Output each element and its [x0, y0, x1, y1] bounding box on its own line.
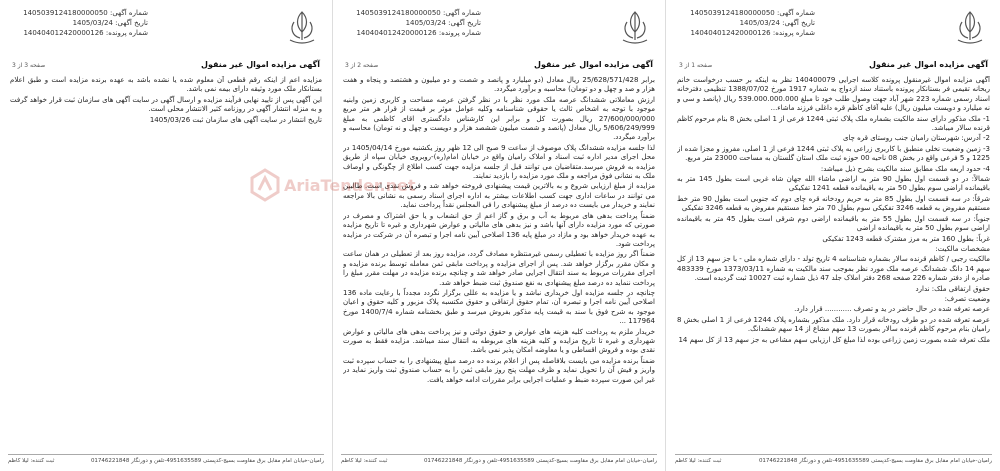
paragraph: چنانچه در جلسه مزایده اول خریداری نباشد و یا مزایده به عللی برگزار نگردد مجدداً با رعایت ماده 136 اصلاحی آیین نامه اجرا و تبصره آن، تمام حقوق ارتفاقی و حقوق مکتسبه پلاک مزبور و کلیه حقوق و اعیان موجود به شرح فوق با سند به قیمت پایه مذکور بفروش میرسد و طبق بخشنامه شماره 1400/7/4 مورخ 117964 ... [343, 288, 655, 326]
ad-date: تاریخ آگهی: 1405/03/24 [739, 19, 815, 27]
paragraph: وضعیت تصرف: [944, 294, 990, 303]
page-number: صفحه 2 از 3 [345, 62, 379, 69]
paragraph: 1- ملک مذکور دارای سند مالکیت بشماره ملک پلاک ثبتی 1244 فرعی از 1 اصلی بخش 8 بنام مرحوم کاظم قرنده سالار میباشد. [677, 114, 990, 133]
paragraph: غرباً: بطول 160 متر به مرز مشترک قطعه 1243 تفکیکی [822, 234, 990, 243]
page-number: صفحه 3 از 3 [12, 62, 46, 69]
page-body [343, 76, 655, 445]
footer-registrar: ثبت کننده: لیلا کاظم [8, 458, 55, 464]
paragraph: عرصه تعرفه شده در حال حاضر در ید و تصرف ............ قرار دارد. [794, 305, 990, 314]
paragraph: 2- آدرس: شهرستان رامیان جنب روستای قره چای [842, 134, 990, 143]
page-footer [675, 454, 992, 465]
paragraph: مزایده اعم از اینکه رقم قطعی آن معلوم شده یا نشده باشد به عهده برنده مزایده است و طبق اعلام بستانکار ملک مورد وثیقه دارای بیمه نمی باشد. [10, 76, 322, 94]
page-title: آگهی مزایده اموال غیر منقول [869, 60, 988, 69]
file-number: شماره پرونده: 140404012420000126 [690, 29, 815, 37]
paragraph: عرصه تعرفه شده در دو طرف رودخانه قرار دارد. ملک مذکور بشماره پلاک 1244 فرعی از 1 اصلی بخش 8 رامیان بنام مرحوم کاظم قرنده سالار بصورت 13 سهم مشاع از 14 سهم ششدانگ. [677, 315, 990, 334]
footer-address: رامیان-خیابان امام مقابل برق مقاومت بسیج-کدپستی 4951635589-تلفن و دورنگار 01746221848 [90, 458, 324, 464]
ad-number: شماره آگهی: 1405039124180000050 [356, 9, 481, 17]
paragraph: ارزش معاملاتی ششدانگ عرصه ملک مورد نظر با در نظر گرفتن عرصه مساحت و کاربری زمین وابنیه موجود با توجه به اشخاص ثالث یا حقوقی شناسنامه وکلیه عوامل موثر بر قیمت از قرار هر متر مربع 27/600/000/000 ریال بصورت کل و برابر این کارشناس دادگستری اقای کاظمی به مبلغ 5/606/249/999 ریال معادل (پانصد و شصت میلیون ششصد هزار و دویست و چهل و نه تومان) محاسبه و برآورد میگردد. [343, 95, 655, 142]
iran-emblem-icon [615, 8, 655, 48]
iran-emblem-icon [282, 8, 322, 48]
ad-date: تاریخ آگهی: 1405/03/24 [72, 19, 148, 27]
file-number: شماره پرونده: 140404012420000126 [23, 29, 148, 37]
page-number: صفحه 1 از 3 [679, 62, 713, 69]
paragraph: 4- حدود اربعه ملک مطابق سند مالکیت بشرح ذیل میباشد: [820, 164, 990, 173]
paragraph: شمالاً: در دو قسمت اول بطول 90 متر به اراضی ماشاء الله جهان شاه غربی است بطول 145 متر به باقیمانده اراضی سوم بطول 50 متر به باقیمانده قطعه 1241 تفکیکی [677, 175, 990, 193]
paragraph: مزایده از مبلغ ارزیابی شروع و به بالاترین قیمت پیشنهادی فروخته خواهد شد و فروش نقدی است. طالبین می توانند در ساعات اداری جهت کسب اطلاعات بیشتر به اداره اجرای اسناد رسمی به نشانی بالا مراجعه نمایند و خریدار می بایست ده درصد از مبلغ پیشنهادی را فی المجلس نقداً پرداخت نماید. [343, 182, 655, 210]
footer-address: رامیان-خیابان امام مقابل برق مقاومت بسیج-کدپستی 4951635589-تلفن و دورنگار 01746221848 [423, 458, 657, 464]
document-page-3 [0, 0, 333, 471]
paragraph: شرقاً: در سه قسمت اول بطول 85 متر به حریم رودخانه قره چای دوم که جنوبی است بطول 90 متر خط مستقیم مفروض به قطعه 3246 تفکیکی سوم بطول 70 متر خط مستقیم مفروض به قطعه 3246 تفکیکی [677, 194, 990, 213]
footer-registrar: ثبت کننده: لیلا کاظم [341, 458, 388, 464]
paragraph: ضمناً اگر روز مزایده با تعطیلی رسمی غیرمنتظره مصادف گردد، مزایده روز بعد از تعطیلی در همان ساعت و مکان مقرر برگزار خواهد شد. پس از اجرای مزایده و پرداخت مابقی ثمن معامله توسط برنده مزایده و اجرای مقررات مربوط به سند انتقال اجرایی صادر خواهد شد و چنانچه برنده مزایده در مهلت مقرر مبلغ را پرداخت ننماید ده درصد مبلغ پیشنهادی به نفع صندوق ثبت ضبط خواهد شد. [343, 250, 655, 287]
ad-meta [675, 8, 815, 38]
file-number: شماره پرونده: 140404012420000126 [356, 29, 481, 37]
page-body [677, 76, 990, 445]
ad-meta [341, 8, 481, 38]
page-body [10, 76, 322, 445]
ad-number: شماره آگهی: 1405039124180000050 [23, 9, 148, 17]
paragraph: مشخصات مالکیت: [935, 244, 990, 253]
page-footer [8, 454, 324, 465]
paragraph: آگهی مزایده اموال غیرمنقول پرونده کلاسه اجرایی 140400079 نظر به اینکه بر حسب درخواست خانم ریحانه تقیمی فر بستانکار پرونده باستناد سند ازدواج به شماره 1917 مورخ 1388/07/02 تنظیمی دفترخانه اسناد رسمی شماره 223 شهر آباد جهت وصول طلب خود تا مبلغ 539.000.000.000 ریال (پانصد و سی و نه میلیارد و دویست میلیون ریال) علیه آقای کاظم قره داغلی فرزند ماشاء... [677, 76, 990, 113]
paragraph: ملک تعرفه شده بصورت زمین زراعی بوده لذا مبلغ کل ارزیابی سهم مشاعی به جز سهم 13 از کل سهم 14 [678, 335, 990, 344]
paragraph: تاریخ انتشار در سایت آگهی های سازمان ثبت 1405/03/26 [149, 115, 322, 124]
paragraph: ضمناً پرداخت بدهی های مربوط به آب و برق و گاز اعم از حق انشعاب و یا حق اشتراک و مصرف در صورتی که مورد مزایده دارای آنها باشد و نیز بدهی های مالیاتی و عوارض شهرداری و غیره تا تاریخ مزایده به عهده خریدار خواهد بود و مازاد در مبلغ پایه 136 اصلاحی آیین نامه اجرا و تبصره آن در شرکت در مزایده پرداخت شود. [343, 211, 655, 248]
watermark-text: AriaTender.net [284, 175, 416, 195]
page-header [341, 6, 655, 58]
page-title: آگهی مزایده اموال غیر منقول [201, 60, 320, 69]
document-page-1 [667, 0, 1000, 471]
ad-number: شماره آگهی: 1405039124180000050 [690, 9, 815, 17]
paragraph: 3- زمین وضعیت نخلی منطبق با کاربری زراعی به پلاک ثبتی 1244 فرعی از 1 اصلی، مفروز و مجزا شده از 1225 و 5 فرعی واقع در بخش 08 ناحیه 00 حوزه ثبت ملک استان گلستان به مساحت 23000 متر مربع. [677, 144, 990, 163]
ad-date: تاریخ آگهی: 1405/03/24 [405, 19, 481, 27]
paragraph: مالکیت رجبی / کاظم قرنده سالار بشماره شناسنامه 4 تاریخ تولد - دارای شماره ملی - با جز سهم 13 از کل سهم 14 دانگ ششدانگ عرصه ملک مورد نظر بموجب سند مالکیت به شماره 1373/03/11 مورخ 483339 صادره از دفتر شماره 226 صفحه 268 دفتر املاک جلد 47 ذیل شماره ثبت 10027 ثبت گردیده است. [677, 255, 990, 283]
paragraph: خریدار ملزم به پرداخت کلیه هزینه های عوارض و حقوق دولتی و نیز پرداخت بدهی های مالیاتی و عوارض شهرداری و غیره تا تاریخ مزایده و کلیه هزینه های مربوطه به انتقال سند میباشد. مزایده فقط به صورت نقدی بوده و فروش اقساطی و یا معاوضه امکان پذیر نمی باشد. [343, 327, 655, 355]
page-title: آگهی مزایده اموال غیر منقول [534, 60, 653, 69]
page-header [675, 6, 990, 58]
paragraph: برابر 25/628/571/428 ریال معادل (دو میلیارد و پانصد و شصت و دو میلیون و هشتصد و پنجاه و هفت هزار و صد و چهل و دو تومان) محاسبه و برآورد میگردد. [343, 76, 655, 94]
footer-address: رامیان-خیابان امام مقابل برق مقاومت بسیج-کدپستی 4951635589-تلفن و دورنگار 01746221848 [758, 458, 992, 464]
ad-meta [8, 8, 148, 38]
paragraph: حقوق ارتفاقی ملک: ندارد [915, 284, 990, 293]
paragraph: لذا جلسه مزایده ششدانگ پلاک موصوف از ساعت 9 صبح الی 12 ظهر روز یکشنبه مورخ 1405/04/14 در محل اجرای مدیر اداره ثبت اسناد و املاک رامیان واقع در خیابان امام(ره)-روبروی خیابان سپاه از طریق مزایده به فروش میرسد.متقاضیان می توانند قبل از جلسه مزایده جهت کسب اطلاع از چگونگی و اوصاف ملک به نشانی فوق مراجعه و ملک مورد مزایده را بازدید نمایند. [343, 143, 655, 181]
footer-registrar: ثبت کننده: لیلا کاظم [675, 458, 722, 464]
iran-emblem-icon [950, 8, 990, 48]
page-footer [341, 454, 657, 465]
paragraph: این آگهی پس از تایید نهایی فرآیند مزایده و ارسال آگهی در سایت آگهی های سازمان ثبت قرار خواهد گرفت و به منزله انتشار آگهی در روزنامه کثیر الانتشار محلی است. [10, 95, 322, 114]
paragraph: جنوباً: در سه قسمت اول بطول 55 متر به باقیمانده اراضی دوم شرقی است بطول 45 متر به باقیمانده اراضی سوم بطول 50 متر به باقیمانده اراضی [677, 214, 990, 233]
page-header [8, 6, 322, 58]
document-page-2 [333, 0, 666, 471]
paragraph: ضمناً برنده مزایده می بایست بلافاصله پس از اعلام برنده ده درصد مبلغ پیشنهادی را به حساب سپرده ثبت واریز و فیش آن را تحویل نماید و ظرف مهلت پنج روز مابقی ثمن را به حساب صندوق ثبت واریز نماید در غیر این صورت سپرده ضبط و عملیات اجرایی برابر مقررات ادامه خواهد یافت. [343, 356, 655, 384]
